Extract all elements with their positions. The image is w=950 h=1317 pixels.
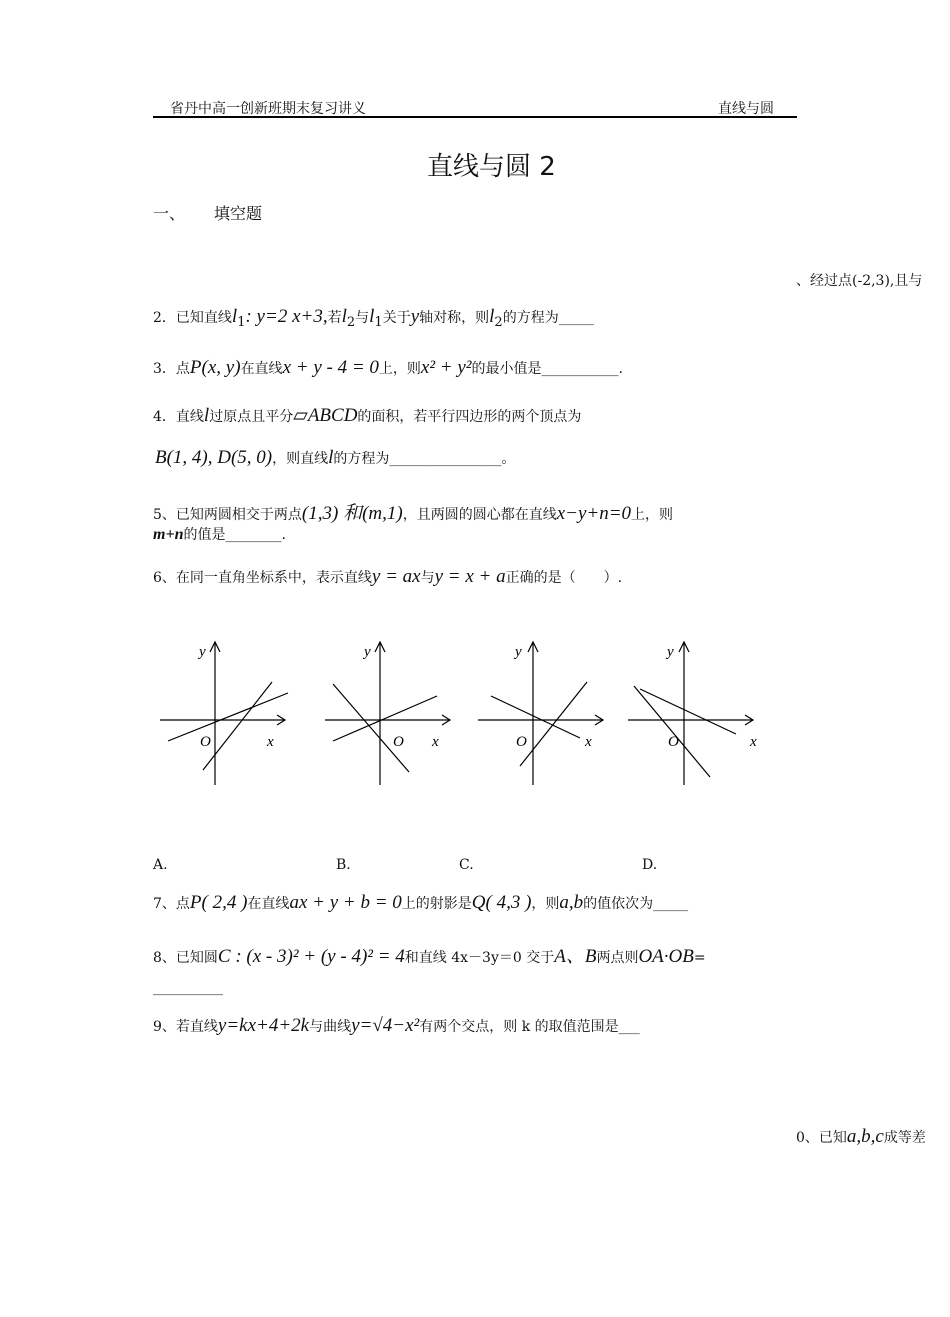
graph-d-y-label: y [667, 644, 674, 660]
header-rule [153, 116, 797, 118]
graph-a-x-label: x [267, 734, 274, 750]
graph-c-y-label: y [515, 644, 522, 660]
graph-c-origin: O [516, 734, 527, 750]
question-9: 9、若直线y=kx+4+2k与曲线y=√4−x²有两个交点，则 k 的取值范围是___ [153, 1015, 640, 1036]
header-right: 直线与圆 [718, 101, 774, 117]
question-7: 7、点P( 2,4 )在直线ax + y + b = 0上的射影是Q( 4,3 )，则a,b的值依次为_____ [153, 892, 689, 913]
question-6: 6、在同一直角坐标系中，表示直线y = ax与y = x + a正确的是（ ）. [153, 566, 623, 587]
option-b: B. [336, 857, 351, 873]
question-5: 5、已知两圆相交于两点(1,3) 和(m,1)，且两圆的圆心都在直线x−y+n=0上，则 [153, 503, 674, 524]
graph-a-origin: O [200, 734, 211, 750]
question-3: 3．点P(x, y)在直线x + y - 4 = 0上，则x² + y²的最小值是___________. [153, 357, 623, 378]
graph-a-axes [160, 642, 288, 785]
question-8: 8、已知圆C : (x - 3)² + (y - 4)² = 4和直线 4x－3y＝0 交于A、B两点则OA·OB= [153, 946, 706, 967]
graph-b-x-label: x [432, 734, 439, 750]
graph-d-origin: O [668, 734, 679, 750]
graph-b-origin: O [393, 734, 404, 750]
question-8-blank: __________ [153, 980, 223, 996]
graph-d-x-label: x [750, 734, 757, 750]
answer-graphs-canvas [0, 630, 950, 800]
graph-c-axes [478, 642, 603, 785]
question-1: 、经过点(-2,3),且与 [796, 273, 923, 289]
graph-a-y-label: y [199, 644, 206, 660]
question-4-line-2: B(1, 4), D(5, 0)，则直线l的方程为________________。 [155, 447, 516, 468]
graph-b-y-label: y [364, 644, 371, 660]
header-left: 省丹中高一创新班期末复习讲义 [170, 101, 366, 117]
question-4: 4．直线l过原点且平分▱ABCD的面积，若平行四边形的两个顶点为 [153, 405, 582, 426]
question-10: 0、已知a,b,c成等差 [796, 1126, 926, 1147]
page-title: 直线与圆 2 [427, 152, 556, 182]
option-d: D. [642, 857, 658, 873]
question-5-line-2: m+n的值是________. [153, 526, 286, 543]
option-c: C. [459, 857, 474, 873]
option-a: A. [153, 857, 168, 873]
section-label: 填空题 [214, 204, 263, 223]
graph-d-axes [628, 642, 753, 785]
question-2: 2．已知直线$l_1$: y=2 x+3,若$l_2$与$l_1$关于y轴对称，则$l_2$的方程为_____ [153, 306, 594, 330]
graph-c-x-label: x [585, 734, 592, 750]
graph-b-axes [325, 642, 450, 785]
section-number: 一、 [153, 204, 186, 223]
